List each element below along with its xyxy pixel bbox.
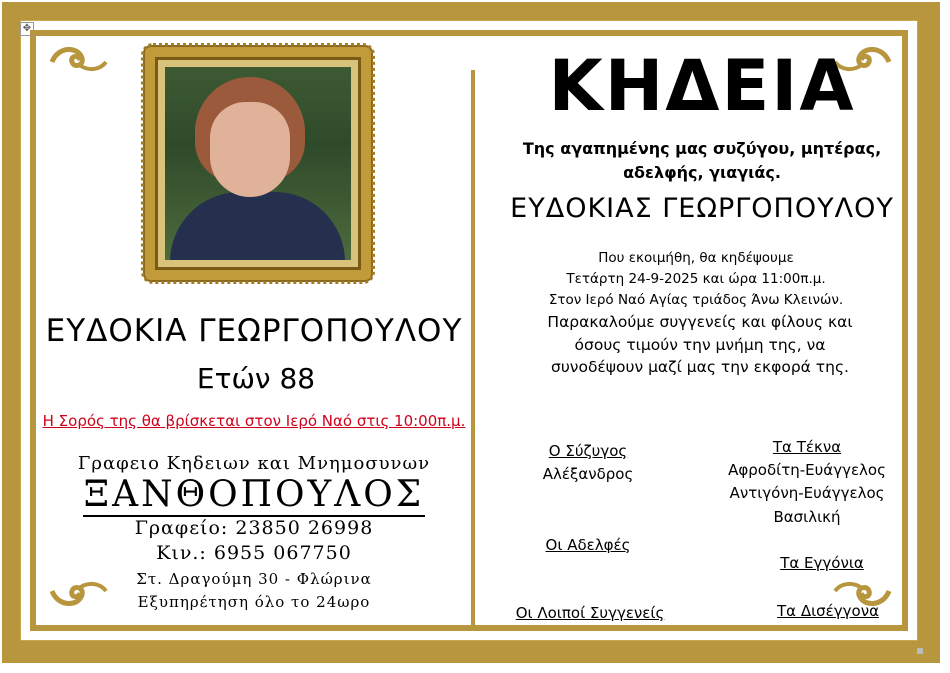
portrait-frame	[145, 47, 371, 280]
deceased-name-right: ΕΥΔΟΚΙΑΣ ΓΕΩΡΓΟΠΟΥΛΟΥ	[510, 193, 894, 224]
ornament-bottom-left-icon	[48, 577, 108, 609]
siblings-label: Οι Αδελφές	[545, 536, 631, 554]
funeral-home-address: Στ. Δραγούμη 30 - Φλώρινα	[136, 570, 372, 588]
announcement-line-3: Στον Ιερό Ναό Αγίας τριάδος Άνω Κλεινών.	[548, 292, 844, 308]
portrait-photo	[165, 67, 351, 260]
coffin-note: Η Σορός της θα βρίσκεται στον Ιερό Ναό στις 10:00π.μ.	[42, 412, 466, 430]
intro-line-2: αδελφής, γιαγιάς.	[623, 163, 781, 182]
child-1: Αφροδίτη-Ευάγγελος	[728, 461, 886, 479]
spouse-name: Αλέξανδρος	[542, 465, 634, 483]
funeral-home-mobile-phone: Κιν.: 6955 067750	[156, 542, 352, 564]
children-label: Τα Τέκνα	[772, 438, 842, 456]
spouse-label: Ο Σύζυγος	[548, 442, 628, 460]
age-text: Ετών 88	[196, 362, 316, 395]
announcement-line-5: όσους τιμούν την μνήμη της, να	[574, 336, 826, 354]
funeral-home-title: Γραφειο Κηδειων και Μνημοσυνων	[77, 453, 431, 474]
funeral-home-service: Εξυπηρέτηση όλο το 24ωρο	[137, 593, 371, 611]
intro-line-1: Της αγαπημένης μας συζύγου, μητέρας,	[522, 139, 882, 158]
resize-handle[interactable]	[917, 648, 923, 654]
announcement-line-1: Που εκοιμήθη, θα κηδέψουμε	[598, 250, 794, 266]
move-handle-icon[interactable]: ✥	[20, 22, 34, 36]
announcement-line-6: συνοδέψουν μαζί μας την εκφορά της.	[551, 358, 849, 376]
other-relatives-label: Οι Λοιποί Συγγενείς	[515, 604, 665, 622]
great-grandchildren-label: Τα Δισέγγονα	[777, 602, 879, 620]
vertical-divider	[471, 70, 475, 625]
child-2: Αντιγόνη-Ευάγγελος	[729, 484, 885, 502]
announcement-line-2: Τετάρτη 24-9-2025 και ώρα 11:00π.μ.	[566, 271, 826, 287]
deceased-name-left: ΕΥΔΟΚΙΑ ΓΕΩΡΓΟΠΟΥΛΟΥ	[45, 313, 463, 349]
announcement-heading: ΚΗΔΕΙΑ	[548, 45, 856, 127]
grandchildren-label: Τα Εγγόνια	[780, 554, 864, 572]
child-3: Βασιλική	[773, 508, 841, 526]
announcement-line-4: Παρακαλούμε συγγενείς και φίλους και	[547, 313, 853, 331]
funeral-home-name: ΞΑΝΘΟΠΟΥΛΟΣ	[83, 474, 425, 515]
ornament-top-left-icon	[48, 44, 108, 76]
funeral-home-office-phone: Γραφείο: 23850 26998	[134, 517, 374, 539]
